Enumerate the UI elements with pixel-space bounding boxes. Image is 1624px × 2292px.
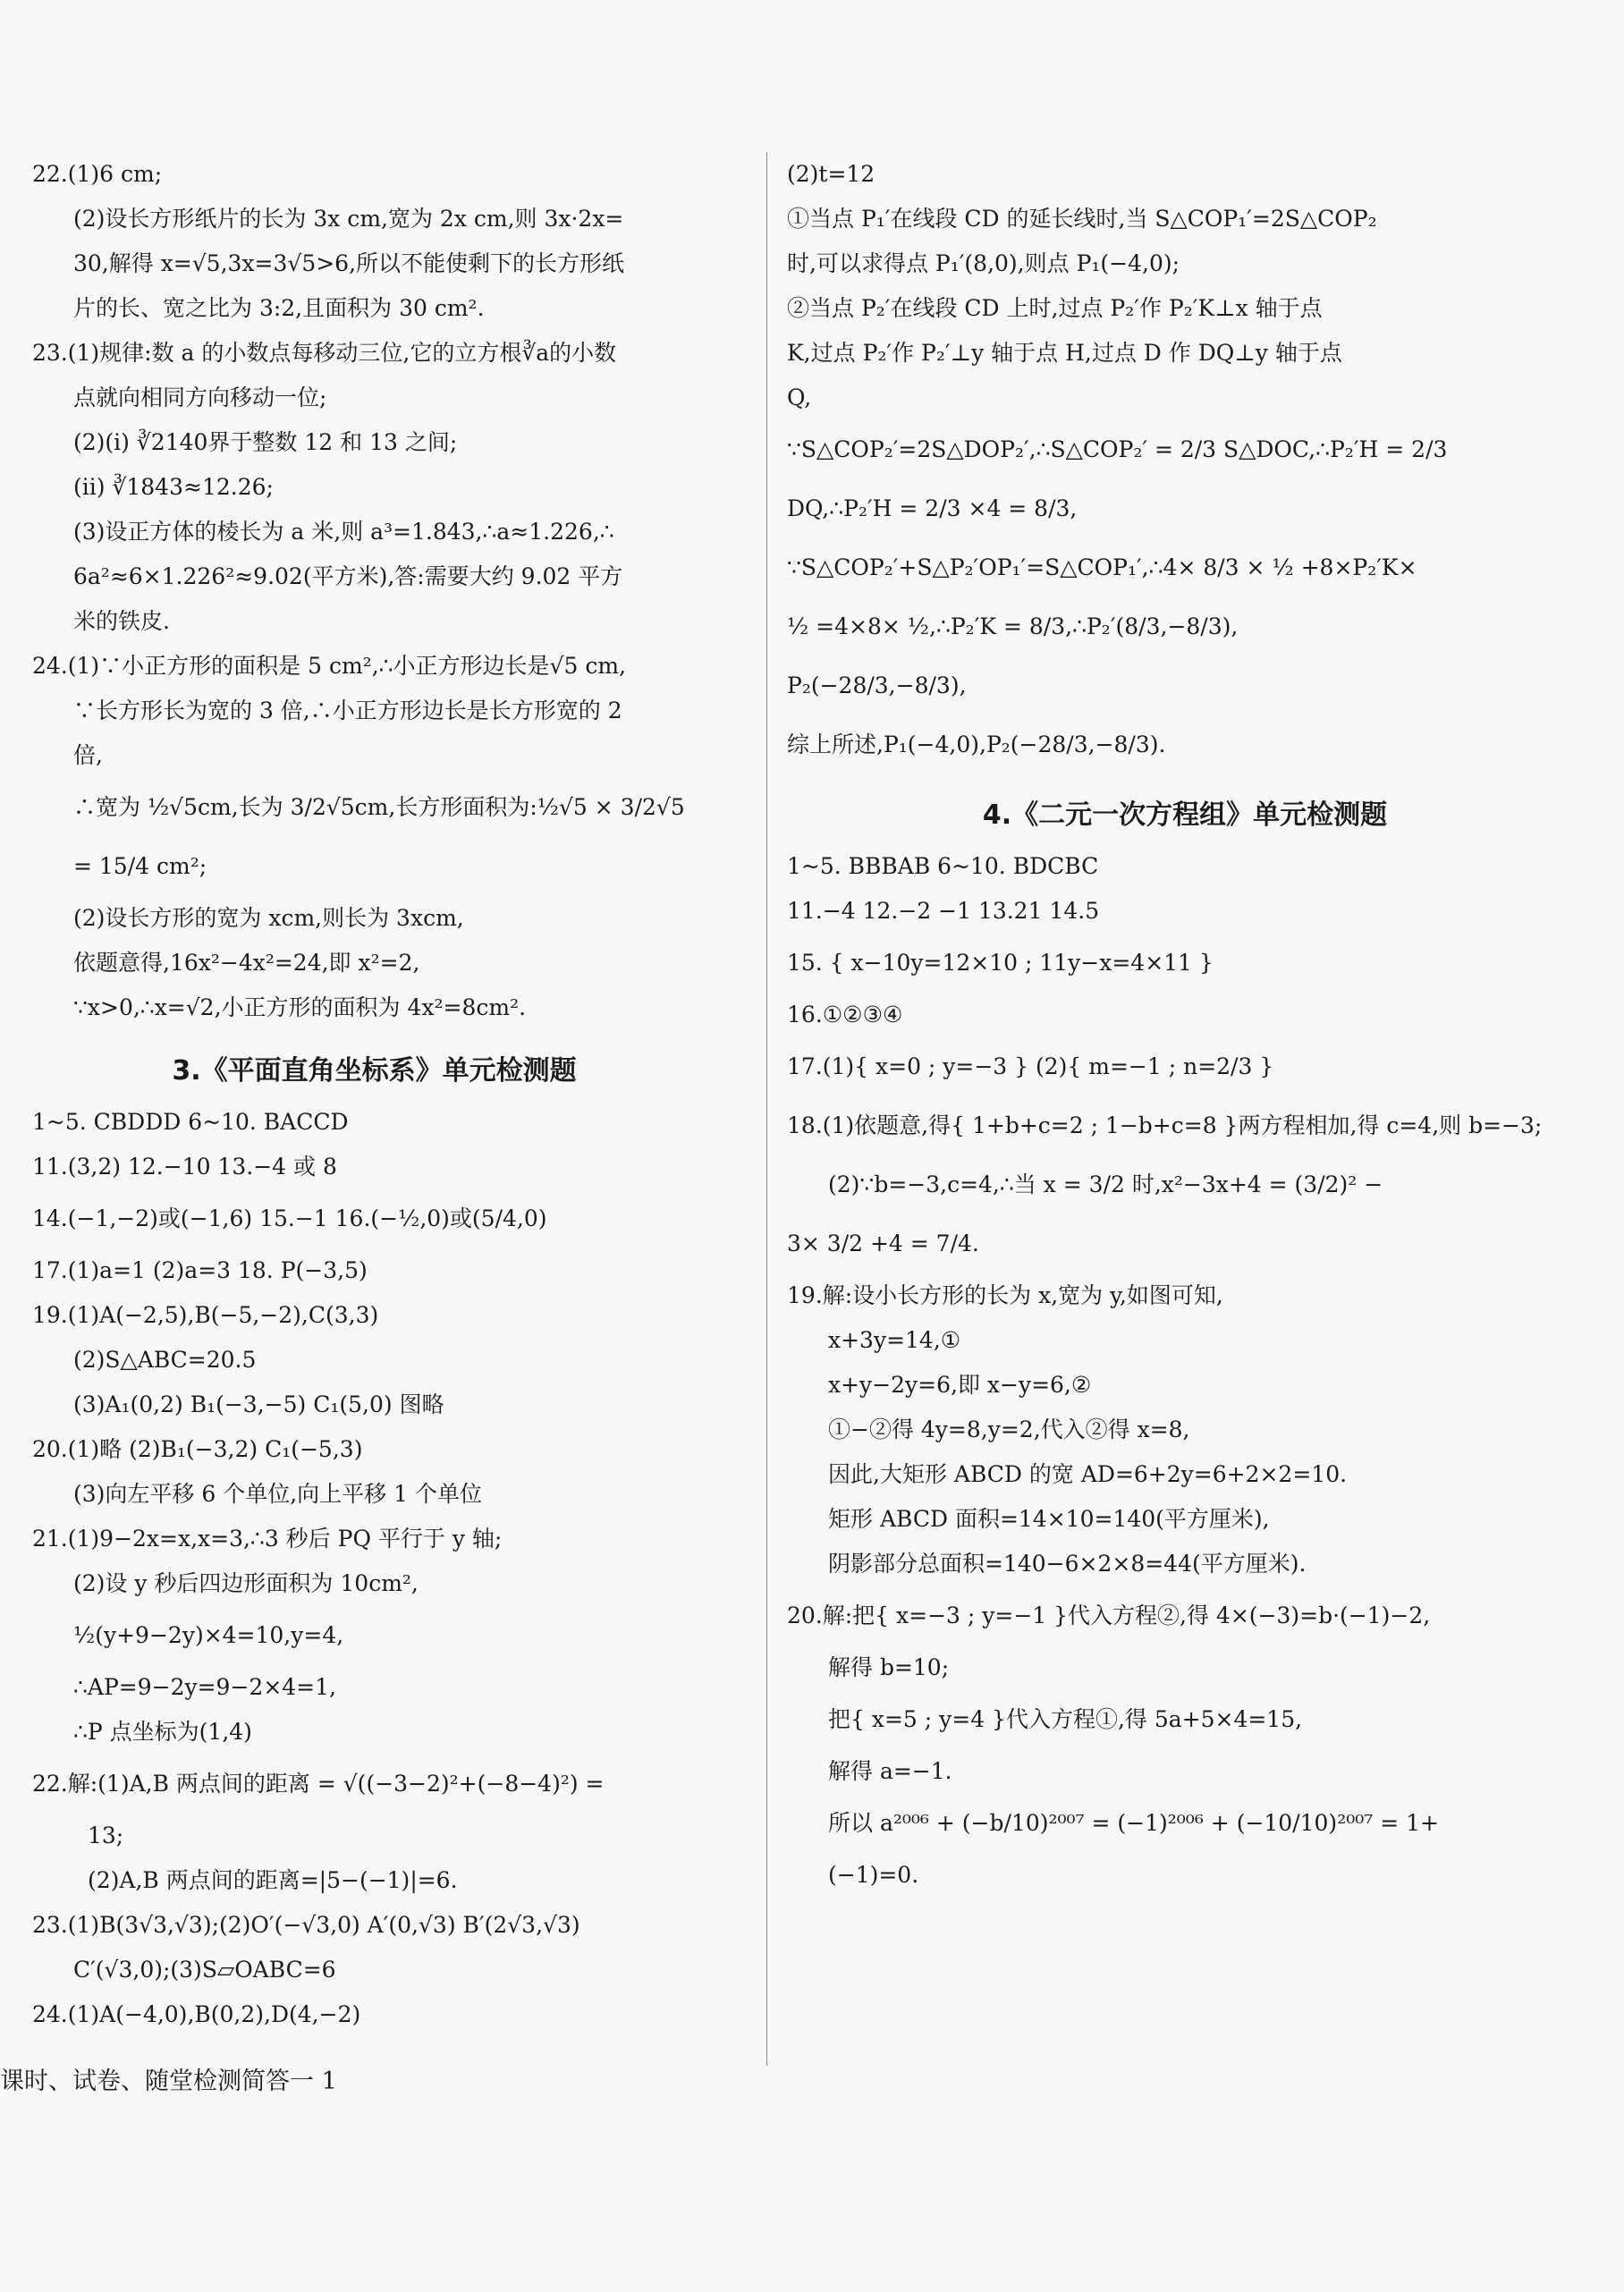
answer-line: 20.解:把{ x=−3 ; y=−1 }代入方程②,得 4×(−3)=b·(−1)−2,	[787, 1603, 1431, 1628]
answer-line: 点就向相同方向移动一位;	[73, 385, 327, 410]
answer-line: 米的铁皮.	[73, 608, 170, 634]
answer-line: 18.(1)依题意,得{ 1+b+c=2 ; 1−b+c=8 }两方程相加,得 c=4,则 b=−3;	[787, 1112, 1543, 1138]
answer-line: (2)S△ABC=20.5	[73, 1347, 257, 1373]
answer-line: 30,解得 x=√5,3x=3√5>6,所以不能使剩下的长方形纸	[73, 250, 625, 276]
answer-line: (3)向左平移 6 个单位,向上平移 1 个单位	[73, 1481, 482, 1507]
answer-line: 23.(1)规律:数 a 的小数点每移动三位,它的立方根∛a的小数	[32, 340, 617, 366]
answer-line: 矩形 ABCD 面积=14×10=140(平方厘米),	[828, 1506, 1270, 1532]
answer-line: 1~5. CBDDD 6~10. BACCD	[32, 1109, 349, 1135]
answer-line: (ii) ∛1843≈12.26;	[73, 474, 274, 500]
right-column	[787, 152, 1583, 1898]
answer-line: 17.(1)a=1 (2)a=3 18. P(−3,5)	[32, 1257, 368, 1283]
answer-line: 1~5. BBBAB 6~10. BDCBC	[787, 853, 1099, 879]
answer-line: ①−②得 4y=8,y=2,代入②得 x=8,	[828, 1417, 1190, 1442]
answer-line: 23.(1)B(3√3,√3);(2)O′(−√3,0) A′(0,√3) B′(2√3,√3)	[32, 1912, 580, 1938]
answer-line: 片的长、宽之比为 3:2,且面积为 30 cm².	[73, 295, 485, 321]
answer-line: 16.①②③④	[787, 1002, 903, 1028]
answer-line: (2)t=12	[787, 161, 875, 187]
answer-line: ∵x>0,∴x=√2,小正方形的面积为 4x²=8cm².	[73, 994, 527, 1020]
answer-line: 24.(1)A(−4,0),B(0,2),D(4,−2)	[32, 2001, 361, 2027]
answer-line: 13;	[88, 1823, 124, 1848]
answer-line: C′(√3,0);(3)S▱OABC=6	[73, 1957, 336, 1983]
answer-line: (2)∵b=−3,c=4,∴当 x = 3/2 时,x²−3x+4 = (3/2)² −	[828, 1171, 1383, 1197]
answer-line: 倍,	[73, 742, 103, 768]
answer-line: 17.(1){ x=0 ; y=−3 } (2){ m=−1 ; n=2/3 }	[787, 1053, 1274, 1079]
section-title: 4.《二元一次方程组》单元检测题	[982, 799, 1388, 831]
answer-line: = 15/4 cm²;	[73, 853, 207, 879]
answer-line: 24.(1)∵小正方形的面积是 5 cm²,∴小正方形边长是√5 cm,	[32, 653, 626, 679]
answer-line: 11.(3,2) 12.−10 13.−4 或 8	[32, 1154, 337, 1180]
answer-line: 22.(1)6 cm;	[32, 161, 163, 187]
answer-line: 22.解:(1)A,B 两点间的距离 = √((−3−2)²+(−8−4)²) =	[32, 1771, 605, 1797]
answer-line: 综上所述,P₁(−4,0),P₂(−28/3,−8/3).	[787, 732, 1166, 757]
answer-line: P₂(−28/3,−8/3),	[787, 672, 967, 698]
answer-line: 21.(1)9−2x=x,x=3,∴3 秒后 PQ 平行于 y 轴;	[32, 1526, 503, 1552]
answer-line: (3)A₁(0,2) B₁(−3,−5) C₁(5,0) 图略	[73, 1391, 444, 1417]
answer-line: ½(y+9−2y)×4=10,y=4,	[73, 1622, 344, 1648]
answer-line: (2)A,B 两点间的距离=|5−(−1)|=6.	[88, 1867, 458, 1893]
answer-line: K,过点 P₂′作 P₂′⊥y 轴于点 H,过点 D 作 DQ⊥y 轴于点	[787, 340, 1342, 366]
answer-line: 19.(1)A(−2,5),B(−5,−2),C(3,3)	[32, 1302, 379, 1328]
answer-line: (2)设 y 秒后四边形面积为 10cm²,	[73, 1570, 419, 1596]
answer-line: 阴影部分总面积=140−6×2×8=44(平方厘米).	[828, 1551, 1307, 1577]
answer-line: (2)(i) ∛2140界于整数 12 和 13 之间;	[73, 429, 458, 455]
section-title: 3.《平面直角坐标系》单元检测题	[172, 1055, 577, 1087]
answer-line: (−1)=0.	[828, 1862, 919, 1888]
page-footer: 课时、试卷、随堂检测简答一 1	[0, 2068, 337, 2095]
answer-line: ∵S△COP₂′+S△P₂′OP₁′=S△COP₁′,∴4× 8/3 × ½ +8×P₂′K×	[787, 554, 1417, 580]
answer-line: ∵S△COP₂′=2S△DOP₂′,∴S△COP₂′ = 2/3 S△DOC,∴P₂′H = 2/3	[787, 436, 1448, 462]
answer-line: ∴AP=9−2y=9−2×4=1,	[73, 1674, 336, 1700]
left-column	[32, 152, 716, 2037]
answer-line: 因此,大矩形 ABCD 的宽 AD=6+2y=6+2×2=10.	[828, 1461, 1348, 1487]
answer-line: (2)设长方形纸片的长为 3x cm,宽为 2x cm,则 3x·2x=	[73, 206, 624, 232]
answer-line: 解得 a=−1.	[828, 1758, 952, 1784]
answer-line: 6a²≈6×1.226²≈9.02(平方米),答:需要大约 9.02 平方	[73, 563, 623, 589]
answer-line: 15. { x−10y=12×10 ; 11y−x=4×11 }	[787, 950, 1214, 976]
answer-line: Q,	[787, 385, 812, 410]
answer-line: DQ,∴P₂′H = 2/3 ×4 = 8/3,	[787, 495, 1078, 521]
answer-line: 11.−4 12.−2 −1 13.21 14.5	[787, 898, 1100, 924]
answer-line: 时,可以求得点 P₁′(8,0),则点 P₁(−4,0);	[787, 250, 1180, 276]
answer-line: x+y−2y=6,即 x−y=6,②	[828, 1372, 1092, 1398]
answer-line: 所以 a²⁰⁰⁶ + (−b/10)²⁰⁰⁷ = (−1)²⁰⁰⁶ + (−10/10)²⁰⁰⁷ = 1+	[828, 1810, 1439, 1836]
answer-line: 3× 3/2 +4 = 7/4.	[787, 1231, 979, 1256]
answer-line: 把{ x=5 ; y=4 }代入方程①,得 5a+5×4=15,	[828, 1706, 1303, 1732]
answer-line: 20.(1)略 (2)B₁(−3,2) C₁(−5,3)	[32, 1436, 363, 1462]
answer-line: x+3y=14,①	[828, 1327, 961, 1353]
answer-line: 解得 b=10;	[828, 1654, 950, 1680]
answer-line: ∵长方形长为宽的 3 倍,∴小正方形边长是长方形宽的 2	[73, 698, 622, 723]
answer-line: (2)设长方形的宽为 xcm,则长为 3xcm,	[73, 905, 464, 931]
answer-line: (3)设正方体的棱长为 a 米,则 a³=1.843,∴a≈1.226,∴	[73, 519, 614, 545]
answer-line: ∴P 点坐标为(1,4)	[73, 1719, 252, 1745]
answer-line: ∴宽为 ½√5cm,长为 3/2√5cm,长方形面积为:½√5 × 3/2√5	[73, 794, 685, 820]
answer-line: ①当点 P₁′在线段 CD 的延长线时,当 S△COP₁′=2S△COP₂	[787, 206, 1377, 232]
column-divider	[766, 152, 767, 2066]
answer-line: 14.(−1,−2)或(−1,6) 15.−1 16.(−½,0)或(5/4,0)	[32, 1205, 547, 1231]
answer-line: 19.解:设小长方形的长为 x,宽为 y,如图可知,	[787, 1282, 1223, 1308]
answer-line: ½ =4×8× ½,∴P₂′K = 8/3,∴P₂′(8/3,−8/3),	[787, 613, 1239, 639]
answer-line: 依题意得,16x²−4x²=24,即 x²=2,	[73, 950, 420, 976]
answer-line: ②当点 P₂′在线段 CD 上时,过点 P₂′作 P₂′K⊥x 轴于点	[787, 295, 1323, 321]
